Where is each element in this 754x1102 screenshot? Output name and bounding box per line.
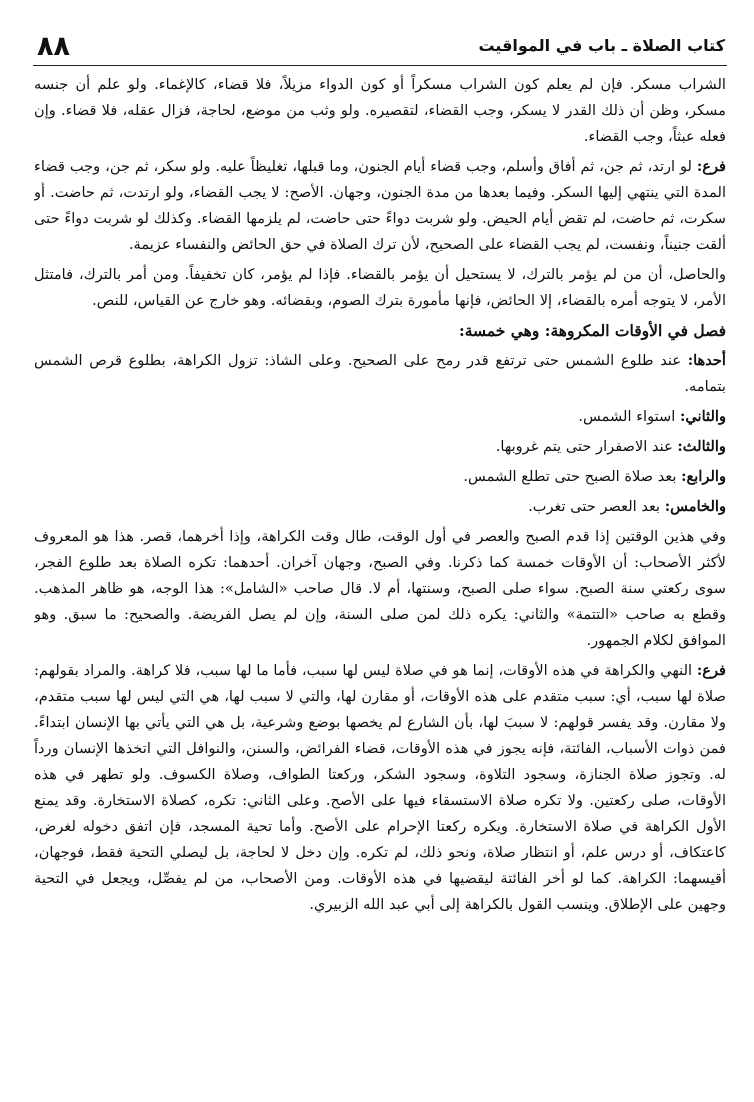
- list-item: [34, 464, 726, 490]
- list-item-text: بعد صلاة الصبح حتى تطلع الشمس.: [463, 468, 682, 485]
- paragraph-text: النهي والكراهة في هذه الأوقات، إنما هو في صلاة ليس لها سبب، فأما ما لها سبب، فلا كراهة. والمراد بقولهم: صلاة لها سبب، أي: سبب متقدم على هذه الأوقات، أو مقارن لها، والتي لا سبب لها، هي التي ليس لها سبب متقدم، ولا مقارن. وقد يفسر قولهم: لا سببَ لها، بأن الشارع لم يخصها بوضع وشرعية، بل هي التي يأتي بها الإنسان ابتداءً. فمن ذوات الأسباب، الفائتة، فإنه يجوز في هذه الأوقات، قضاء الفرائض، والسنن، والنوافل التي اتخذها الإنسان ورداً له. وتجوز صلاة الجنازة، وسجود التلاوة، وسجود الشكر، وركعتا الطواف، وصلاة الكسوف. ولو تطهر في هذه الأوقات، صلى ركعتين. ولا تكره صلاة الاستسقاء فيها على الأصح. وعلى الثاني: تكره، كصلاة الاستخارة. وقد يمنع الأول الكراهة في صلاة الاستخارة. ويكره ركعتا الإحرام على الأصح. وأما تحية المسجد، فإن اتفق دخوله لغرض، كاعتكاف، أو درس علم، أو انتظار صلاة، ونحو ذلك، لم تكره. وإن دخل لا لحاجة، بل ليصلي التحية فقط، فوجهان، أقيسهما: الكراهة. كما لو أخر الفائتة ليقضيها في هذه الأوقات. ومن الأصحاب، من لم يفصِّل، ويجعل في التحية وجهين على الإطلاق. وينسب القول بالكراهة إلى أبي عبد الله الزبيري.: [34, 662, 726, 913]
- list-item-lead: والثالث:: [677, 438, 726, 455]
- paragraph: [34, 524, 726, 654]
- paragraph-lead: فرع:: [696, 662, 726, 679]
- paragraph-text: لو ارتد، ثم جن، ثم أفاق وأسلم، وجب قضاء أيام الجنون، وما قبلها، تغليظاً عليه. ولو سكر، ثم جن، وجب قضاء المدة التي ينتهي إليها السكر. وفيما بعدها من مدة الجنون، وجهان. الأصح: لا يجب القضاء، ولو ارتدت، ثم حاضت. أو سكرت، ثم حاضت، لم تقض أيام الحيض. ولو شربت دواءً حتى حاضت، لم يلزمها القضاء. وكذلك لو شربت دواءً حتى ألقت جنيناً، ونفست، لم يجب القضاء على الصحيح، لأن ترك الصلاة في حق الحائض والنفساء عزيمة.: [34, 158, 726, 253]
- paragraph: [34, 658, 726, 918]
- list-item-lead: والثاني:: [679, 408, 726, 425]
- list-item-text: عند طلوع الشمس حتى ترتفع قدر رمح على الصحيح. وعلى الشاذ: تزول الكراهة، بطلوع قرص الشمس بتمامه.: [34, 352, 726, 395]
- list-item: [34, 494, 726, 520]
- list-item: [34, 348, 726, 400]
- page-body: [34, 72, 726, 1084]
- list-item: [34, 404, 726, 430]
- paragraph-text: والحاصل، أن من لم يؤمر بالترك، لا يستحيل أن يؤمر بالقضاء. فإذا لم يؤمر، كان تخفيفاً. ومن أمر بالترك، فامتثل الأمر، لا يتوجه أمره بالقضاء، إلا الحائض، فإنها مأمورة بترك الصوم، وبقضائه. وهو خارج عن القياس، للنص.: [34, 266, 726, 309]
- list-item: [34, 434, 726, 460]
- list-item-lead: أحدها:: [687, 352, 726, 369]
- list-item-text: استواء الشمس.: [578, 408, 680, 425]
- section-heading: فصل في الأوقات المكروهة: وهي خمسة:: [458, 321, 726, 340]
- paragraph: [34, 72, 726, 150]
- running-title: كتاب الصلاة ـ باب في المواقيت: [478, 36, 725, 55]
- list-item-text: عند الاصفرار حتى يتم غروبها.: [495, 438, 678, 455]
- list-item-lead: والخامس:: [664, 498, 726, 515]
- paragraph: [34, 154, 726, 258]
- paragraph-text: الشراب مسكر. فإن لم يعلم كون الشراب مسكراً أو كون الدواء مزيلاً، فلا قضاء، كالإغماء. ولو علم أن جنسه مسكر، وظن أن ذلك القدر لا يسكر، وجب القضاء، لتقصيره. ولو وثب من موضع، لحاجة، فزال عقله، فلا قضاء. وإن فعله عبثاً، وجب القضاء.: [34, 76, 726, 145]
- paragraph-text: وفي هذين الوقتين إذا قدم الصبح والعصر في أول الوقت، طال وقت الكراهة، وإذا أخرهما، قصر. هذا هو المعروف لأكثر الأصحاب: أن الأوقات خمسة كما ذكرنا. وفي الصبح، وجهان آخران. أحدهما: تكره الصلاة بعد طلوع الفجر، سوى ركعتي سنة الصبح. سواء صلى الصبح، وسنتها، أم لا. قال صاحب «الشامل»: هذا الوجه، هو ظاهر المذهب. وقطع به صاحب «التتمة» والثاني: يكره ذلك لمن صلى السنة، وإن لم يصل الفريضة. والصحيح: ما سبق. وهو الموافق لكلام الجمهور.: [34, 528, 726, 649]
- page-number: ٨٨: [37, 31, 70, 62]
- paragraph-lead: فرع:: [696, 158, 726, 175]
- list-item-text: بعد العصر حتى تغرب.: [528, 498, 665, 515]
- list-item-lead: والرابع:: [681, 468, 726, 485]
- page-header: [33, 27, 727, 66]
- paragraph: [34, 262, 726, 314]
